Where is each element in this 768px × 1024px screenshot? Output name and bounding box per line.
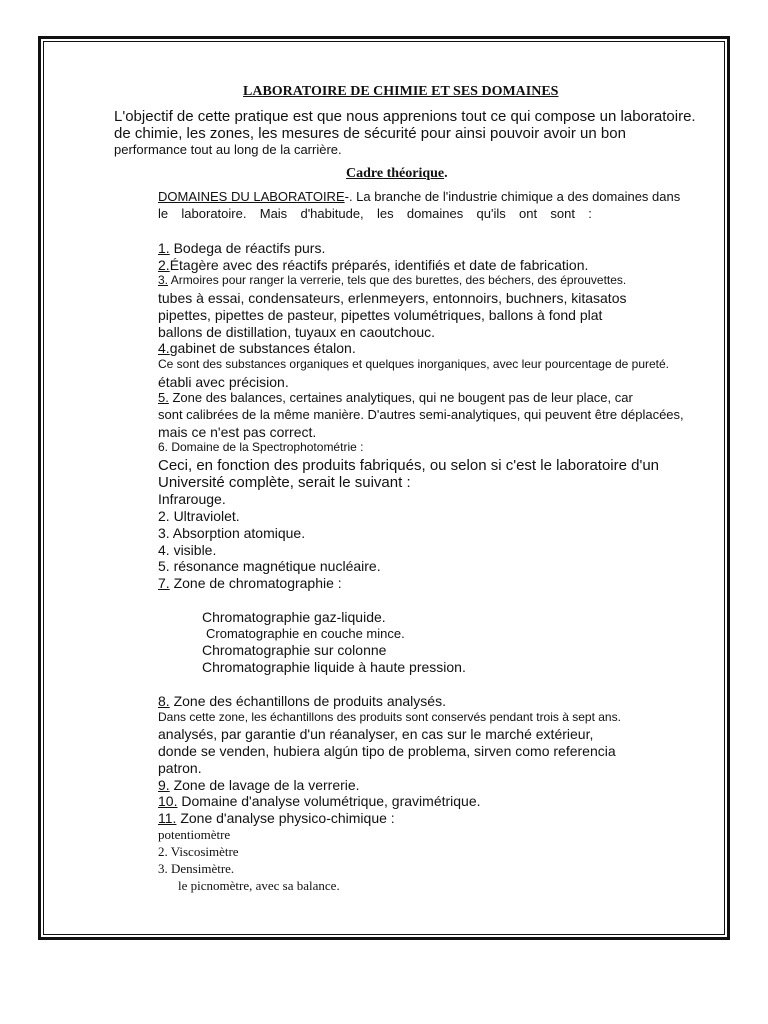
item-line: Chromatographie liquide à haute pression. <box>202 659 466 675</box>
item-line: potentiomètre <box>158 827 231 842</box>
list-item-7 <box>158 576 342 590</box>
item-text: Zone des balances, certaines analytiques, qui ne bougent pas de leur place, car <box>168 390 633 405</box>
item-line: Infrarouge. <box>158 491 226 507</box>
word: les <box>376 206 394 221</box>
item-line: ballons de distillation, tuyaux en caoutchouc. <box>158 324 436 340</box>
word: sont <box>550 206 575 221</box>
list-item-9 <box>158 778 360 792</box>
item-line: 3. Densimètre. <box>158 861 235 876</box>
item-line: tubes à essai, condensateurs, erlenmeyers, entonnoirs, buchners, kitasatos <box>158 290 627 306</box>
item-number: 8. <box>158 693 170 709</box>
item-text: Armoires pour ranger la verrerie, tels que des burettes, des béchers, des éprouvettes. <box>168 273 627 287</box>
word: qu'ils <box>476 206 506 221</box>
item-number: 4. <box>158 340 170 356</box>
list-item-10 <box>158 794 481 808</box>
word: laboratoire. <box>181 206 247 221</box>
list-item-8 <box>158 694 446 708</box>
section-heading-suffix: . <box>444 166 448 181</box>
item-number: 5. <box>158 390 169 405</box>
item-line: 3. Absorption atomique. <box>158 525 306 541</box>
intro-line: performance tout au long de la carrière. <box>114 142 342 157</box>
list-item-4 <box>158 341 356 355</box>
section-heading <box>346 167 448 181</box>
item-text: Étagère avec des réactifs préparés, identifiés et date de fabrication. <box>169 257 589 273</box>
item-text: Zone de chromatographie : <box>169 575 342 591</box>
item-line: Ceci, en fonction des produits fabriqués, ou selon si c'est le laboratoire d'un <box>158 457 660 474</box>
item-text: Zone d'analyse physico-chimique : <box>176 810 395 826</box>
item-line: pipettes, pipettes de pasteur, pipettes volumétriques, ballons à fond plat <box>158 307 603 323</box>
domaines-line-2 <box>158 207 592 220</box>
item-line: Cromatographie en couche mince. <box>206 626 405 641</box>
word: domaines <box>406 206 464 221</box>
list-item-3 <box>158 274 626 286</box>
item-text: gabinet de substances étalon. <box>169 340 356 356</box>
item-number: 7. <box>158 575 170 591</box>
item-line: Ce sont des substances organiques et quelques inorganiques, avec leur pourcentage de pureté. <box>158 357 670 371</box>
item-line: 2. Viscosimètre <box>158 844 239 859</box>
item-line: donde se venden, hubiera algún tipo de problema, sirven como referencia <box>158 743 616 759</box>
item-line: 2. Ultraviolet. <box>158 508 240 524</box>
item-number: 11. <box>158 810 177 826</box>
word: d'habitude, <box>300 206 364 221</box>
item-line: le picnomètre, avec sa balance. <box>178 878 340 893</box>
word: le <box>158 206 169 221</box>
word: ont <box>519 206 538 221</box>
item-text: Zone de lavage de la verrerie. <box>169 777 360 793</box>
domaines-label-rest: -. La branche de l'industrie chimique a des domaines dans <box>344 189 681 204</box>
item-number: 9. <box>158 777 170 793</box>
intro-line: L'objectif de cette pratique est que nous apprenions tout ce qui compose un laboratoire. <box>114 108 696 125</box>
intro-line: de chimie, les zones, les mesures de sécurité pour ainsi pouvoir avoir un bon <box>114 125 626 142</box>
item-number: 10. <box>158 793 178 809</box>
item-line: mais ce n'est pas correct. <box>158 424 317 440</box>
item-text: Zone des échantillons de produits analysés. <box>169 693 446 709</box>
item-line: Chromatographie sur colonne <box>202 642 387 658</box>
item-number: 1. <box>158 240 170 256</box>
item-line: Chromatographie gaz-liquide. <box>202 609 386 625</box>
item-line: patron. <box>158 760 202 776</box>
item-line: analysés, par garantie d'un réanalyser, en cas sur le marché extérieur, <box>158 726 594 742</box>
item-text: Domaine d'analyse volumétrique, gravimétrique. <box>177 793 481 809</box>
list-item-11 <box>158 811 395 825</box>
item-number: 2. <box>158 257 170 273</box>
list-item-1 <box>158 241 325 255</box>
list-item-5 <box>158 391 633 404</box>
document-title: LABORATOIRE DE CHIMIE ET SES DOMAINES <box>243 84 559 99</box>
item-line: sont calibrées de la même manière. D'autres semi-analytiques, qui peuvent être déplacées, <box>158 407 684 422</box>
item-line: 5. résonance magnétique nucléaire. <box>158 558 381 574</box>
item-text: Bodega de réactifs purs. <box>169 240 326 256</box>
section-heading-text: Cadre théorique <box>346 166 445 181</box>
word: Mais <box>259 206 288 221</box>
domaines-line <box>158 190 680 203</box>
list-item-6: 6. Domaine de la Spectrophotométrie : <box>158 440 364 454</box>
item-number: 3. <box>158 273 169 287</box>
item-line: Dans cette zone, les échantillons des produits sont conservés pendant trois à sept ans. <box>158 710 621 724</box>
item-line: 4. visible. <box>158 542 217 558</box>
domaines-label: DOMAINES DU LABORATOIRE <box>158 189 345 204</box>
item-line: établi avec précision. <box>158 374 289 390</box>
word: : <box>588 206 592 221</box>
item-line: Université complète, serait le suivant : <box>158 474 411 491</box>
list-item-2 <box>158 258 588 272</box>
